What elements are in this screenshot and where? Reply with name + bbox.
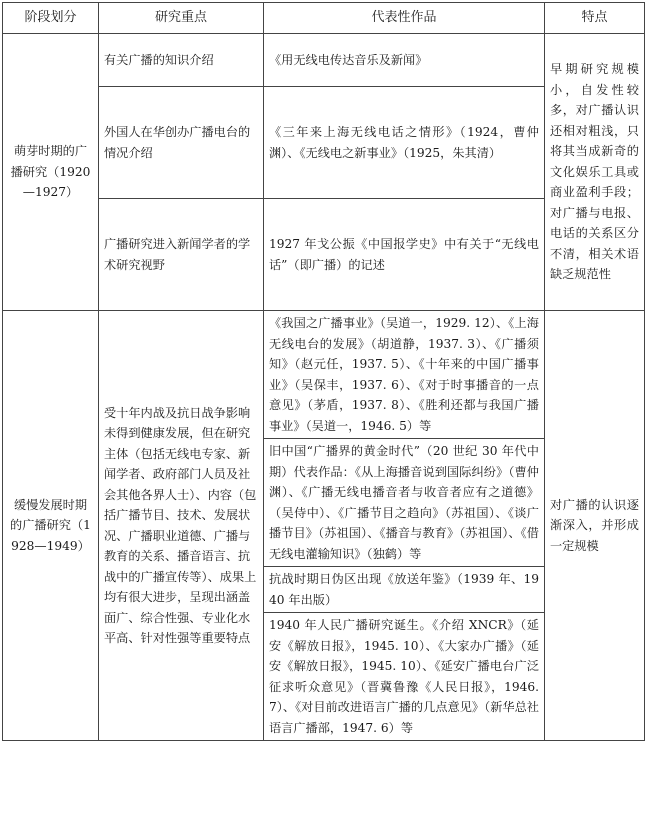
stage-cell-sprouting: 萌芽时期的广播研究（1920—1927） (3, 34, 99, 311)
focus-cell: 广播研究进入新闻学者的学术研究视野 (99, 199, 264, 311)
works-cell: 抗战时期日伪区出现《放送年鉴》（1939 年、1940 年出版） (264, 567, 545, 613)
table-row (3, 34, 645, 87)
table-row (3, 311, 645, 439)
research-stages-table (2, 2, 645, 741)
works-cell: 1940 年人民广播研究诞生。《介绍 XNCR》（延安《解放日报》，1945. 10）、《大家办广播》（延安《解放日报》，1945. 10）、《延安广播电台广泛征求听众意见》（晋冀鲁豫《人民日报》，1946. 7）、《对目前改进语言广播的几点意见》（新华总社语言广播部，1947. 6）等 (264, 613, 545, 741)
focus-cell: 有关广播的知识介绍 (99, 34, 264, 87)
header-features: 特点 (545, 3, 645, 34)
works-cell: 《三年来上海无线电话之情形》（1924，曹仲渊）、《无线电之新事业》（1925，朱其清） (264, 87, 545, 199)
works-cell: 旧中国“广播界的黄金时代”（20 世纪 30 年代中期）代表作品：《从上海播音说到国际纠纷》（曹仲渊）、《广播无线电播音者与收音者应有之道德》（吴侍中）、《广播节目之趋向》（苏祖国）、《谈广播节目》（苏祖国）、《播音与教育》（苏祖国）、《借无线电灌输知识》（独鹤）等 (264, 439, 545, 567)
stage-cell-slow-development: 缓慢发展时期的广播研究（1928—1949） (3, 311, 99, 741)
header-focus: 研究重点 (99, 3, 264, 34)
focus-cell: 外国人在华创办广播电台的情况介绍 (99, 87, 264, 199)
features-cell-slow-development: 对广播的认识逐渐深入，并形成一定规模 (545, 311, 645, 741)
works-cell: 《我国之广播事业》（吴道一，1929. 12）、《上海无线电台的发展》（胡道静，1937. 3）、《广播须知》（赵元任，1937. 5）、《十年来的中国广播事业》（吴保丰，1937. 6）、《对于时事播音的一点意见》（茅盾，1937. 8）、《胜利还都与我国广播事业》（吴道一，1946. 5）等 (264, 311, 545, 439)
focus-cell-slow-development: 受十年内战及抗日战争影响未得到健康发展，但在研究主体（包括无线电专家、新闻学者、政府部门人员及社会其他各界人士）、内容（包括广播节目、技术、发展状况、广播职业道德、广播与教育的关系、播音语言、抗战中的广播宣传等）、成果上均有很大进步，呈现出涵盖面广、综合性强、专业化水平高、针对性强等重要特点 (99, 311, 264, 741)
works-cell: 《用无线电传达音乐及新闻》 (264, 34, 545, 87)
features-cell-sprouting: 早期研究规模小，自发性较多，对广播认识还相对粗浅，只将其当成新奇的文化娱乐工具或商业盈利手段；对广播与电报、电话的关系区分不清，相关术语缺乏规范性 (545, 34, 645, 311)
works-cell: 1927 年戈公振《中国报学史》中有关于“无线电话”（即广播）的记述 (264, 199, 545, 311)
header-stage: 阶段划分 (3, 3, 99, 34)
header-works: 代表性作品 (264, 3, 545, 34)
header-row (3, 3, 645, 34)
